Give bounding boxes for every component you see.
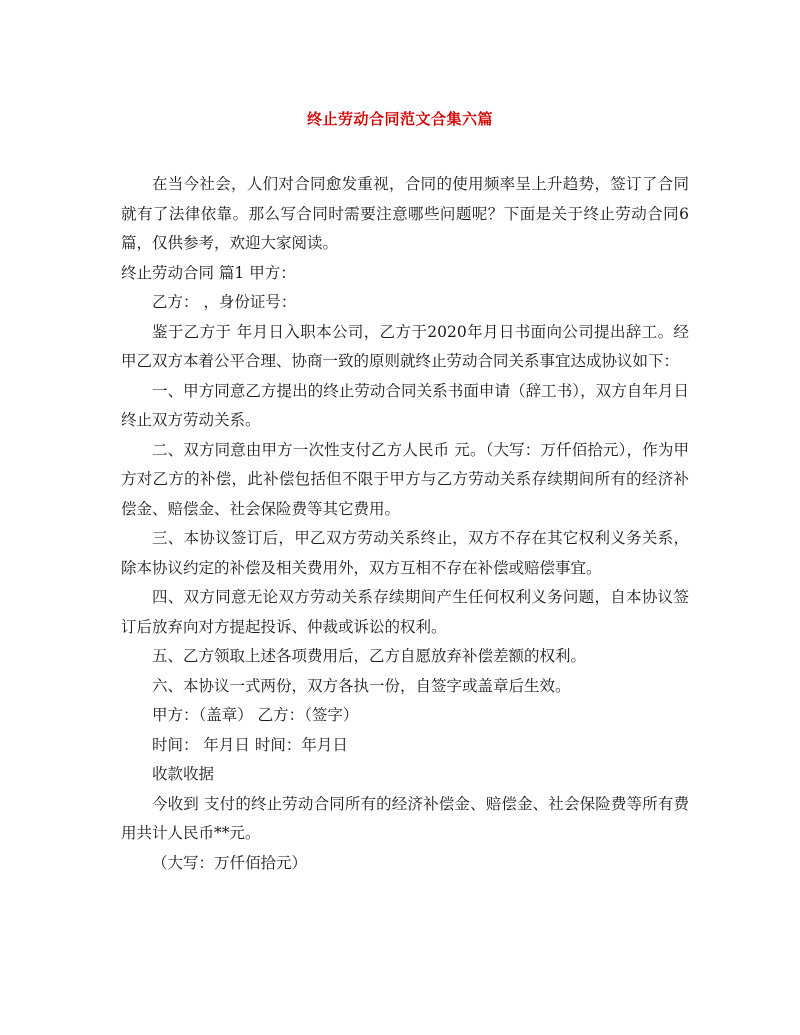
recital-paragraph: 鉴于乙方于 年月日入职本公司，乙方于2020年月日书面向公司提出辞工。经甲乙双方本着公平合理、协商一致的原则就终止劳动合同关系事宜达成协议如下： [121, 322, 689, 370]
document-body [121, 170, 689, 878]
clause-4-paragraph: 四、双方同意无论双方劳动关系存续期间产生任何权利义务问题，自本协议签订后放弃向对方提起投诉、仲裁或诉讼的权利。 [121, 588, 689, 636]
clause-2-paragraph: 二、双方同意由甲方一次性支付乙方人民币 元。（大写：万仟佰拾元），作为甲方对乙方的补偿，此补偿包括但不限于甲方与乙方劳动关系存续期间所有的经济补偿金、赔偿金、社会保险费等其它费用。 [121, 440, 689, 518]
clause-3-paragraph: 三、本协议签订后，甲乙双方劳动关系终止，双方不存在其它权利义务关系，除本协议约定的补偿及相关费用外，双方互相不存在补偿或赔偿事宜。 [121, 529, 689, 577]
receipt-heading: 收款收据 [152, 765, 215, 783]
clause-5-paragraph: 五、乙方领取上述各项费用后，乙方自愿放弃补偿差额的权利。 [152, 647, 587, 665]
party-b-paragraph: 乙方： ，身份证号： [152, 293, 297, 311]
amount-in-words: （大写：万仟佰拾元） [152, 853, 308, 872]
clause-1-paragraph: 一、甲方同意乙方提出的终止劳动合同关系书面申请（辞工书），双方自年月日终止双方劳动关系。 [121, 381, 689, 429]
date-line: 时间： 年月日 时间：年月日 [152, 735, 348, 754]
receipt-paragraph: 今收到 支付的终止劳动合同所有的经济补偿金、赔偿金、社会保险费等所有费用共计人民币**元。 [121, 794, 689, 842]
clause-6-paragraph: 六、本协议一式两份，双方各执一份，自签字或盖章后生效。 [152, 676, 571, 695]
section-heading-paragraph: 终止劳动合同 篇1 甲方： [121, 263, 296, 282]
intro-paragraph: 在当今社会，人们对合同愈发重视，合同的使用频率呈上升趋势，签订了合同就有了法律依靠。那么写合同时需要注意哪些问题呢？下面是关于终止劳动合同6篇，仅供参考，欢迎大家阅读。 [121, 175, 689, 252]
document-title: 终止劳动合同范文合集六篇 [306, 110, 493, 128]
signature-line: 甲方：（盖章） 乙方：（签字） [152, 706, 359, 724]
